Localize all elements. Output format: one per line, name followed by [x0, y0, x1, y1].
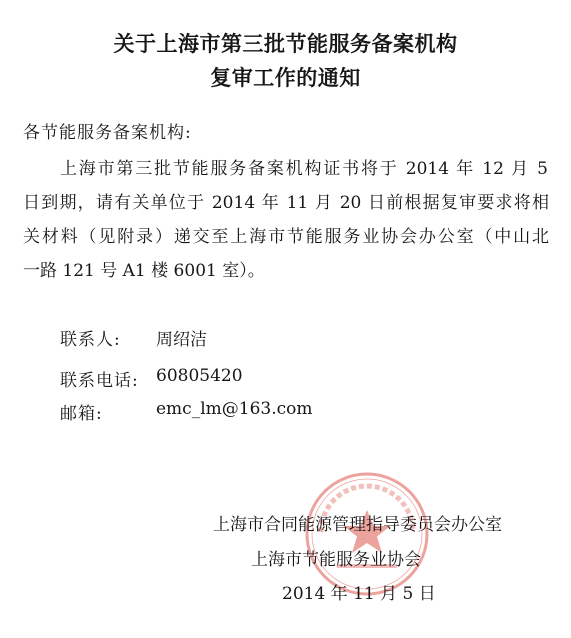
signature-org-2: 上海市节能服务业协会 [251, 550, 421, 570]
contact-phone-label: 联系电话: [60, 371, 139, 391]
body-line-3: 关材料（见附录）递交至上海市节能服务业协会办公室（中山北 [23, 227, 549, 247]
contact-email-value: emc_lm@163.com [156, 399, 313, 419]
contact-phone-value: 60805420 [156, 366, 243, 386]
salutation: 各节能服务备案机构: [23, 123, 192, 143]
body-line-4: 一路 121 号 A1 楼 6001 室）。 [23, 261, 265, 281]
title-line-1: 关于上海市第三批节能服务备案机构 [113, 32, 458, 56]
body-line-1: 上海市第三批节能服务备案机构证书将于 2014 年 12 月 5 [60, 159, 548, 179]
issue-date: 2014 年 11 月 5 日 [282, 584, 436, 604]
body-line-2: 日到期，请有关单位于 2014 年 11 月 20 日前根据复审要求将相 [23, 193, 549, 213]
signature-org-1: 上海市合同能源管理指导委员会办公室 [213, 515, 502, 535]
title-line-2: 复审工作的通知 [210, 66, 361, 90]
contact-email-label: 邮箱: [60, 404, 103, 424]
contact-person-value: 周绍洁 [156, 330, 207, 350]
contact-person-label: 联系人: [60, 330, 121, 350]
